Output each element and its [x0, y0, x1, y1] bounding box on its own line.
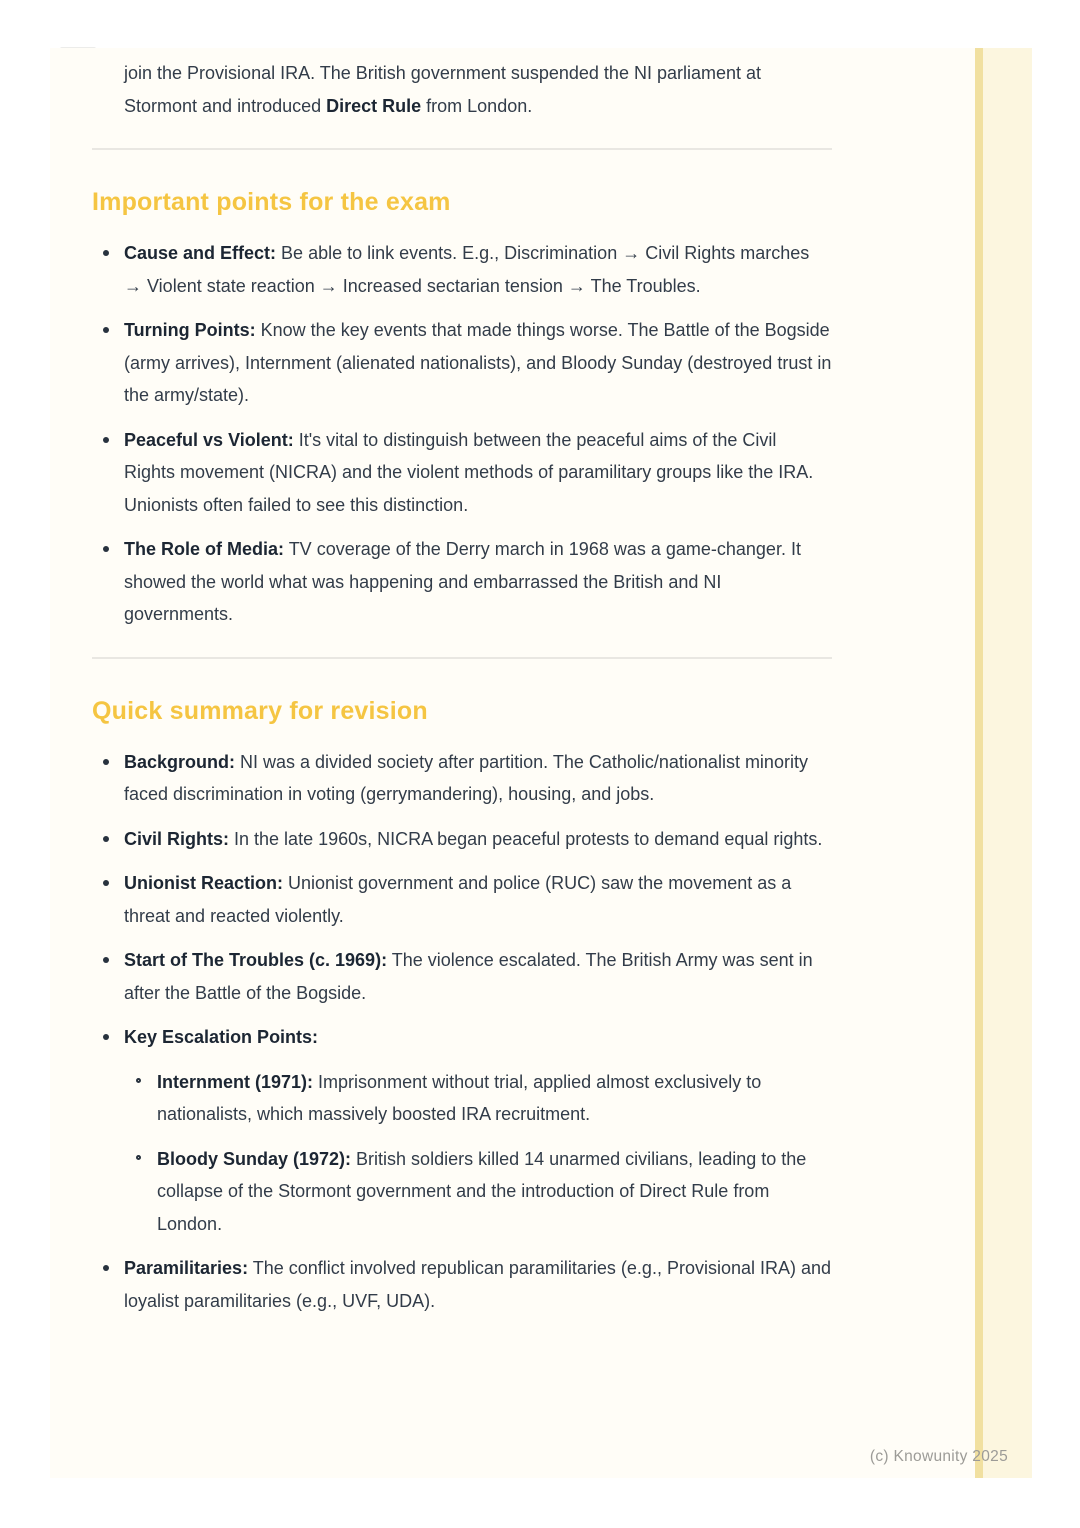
list-item-body: In the late 1960s, NICRA began peaceful protests to demand equal rights.	[229, 828, 823, 849]
watermark-copyright: (c) Knowunity 2025	[869, 1448, 1008, 1465]
sub-list-item	[124, 1066, 832, 1131]
list-item-lead: Turning Points:	[124, 320, 256, 340]
bullet-icon	[103, 327, 109, 333]
list-item-lead: Bloody Sunday (1972):	[157, 1148, 352, 1169]
notes-page	[50, 48, 1032, 1478]
list-item	[92, 944, 832, 1009]
intro-text-bold: Direct Rule	[326, 95, 422, 116]
list-item	[92, 237, 832, 302]
list-item-body: Unionist government and police (RUC) saw the movement as a threat and reacted violently.	[124, 873, 792, 926]
list-item	[92, 1252, 832, 1317]
list-item-body: The violence escalated. The British Army was sent in after the Battle of the Bogside.	[124, 950, 813, 1003]
page-content	[50, 48, 880, 1317]
page-edge-stripe	[975, 48, 983, 1478]
list-item-lead: Background:	[124, 751, 236, 772]
list-item-body: NI was a divided society after partition. The Catholic/nationalist minority faced discrimination in voting (gerrymandering), housing, and jobs.	[124, 751, 808, 804]
list-item	[92, 533, 832, 631]
list-item-lead: Start of The Troubles (c. 1969):	[124, 950, 388, 970]
bullet-icon	[103, 957, 109, 963]
escalation-sublist	[124, 1066, 832, 1241]
bullet-icon	[103, 880, 109, 886]
exam-points-list	[92, 237, 832, 631]
list-item-lead: Cause and Effect:	[124, 243, 277, 263]
list-item	[92, 746, 832, 811]
sub-list-item	[124, 1143, 832, 1241]
intro-paragraph	[124, 57, 832, 122]
section-heading-exam-points: Important points for the exam	[92, 188, 451, 216]
list-item	[92, 314, 832, 412]
list-item	[92, 424, 832, 522]
list-item	[92, 823, 832, 856]
list-item-lead: Key Escalation Points:	[124, 1027, 319, 1047]
bullet-icon	[103, 759, 109, 765]
quick-summary-list	[92, 746, 832, 1318]
section-heading-quick-summary: Quick summary for revision	[92, 696, 428, 725]
section-divider	[92, 148, 832, 150]
list-item-lead: Peaceful vs Violent:	[124, 429, 294, 450]
list-item	[92, 867, 832, 932]
list-item-body: The conflict involved republican paramilitaries (e.g., Provisional IRA) and loyalist paramilitaries (e.g., UVF, UDA).	[124, 1258, 832, 1311]
list-item	[92, 1021, 832, 1240]
page-edge-band	[983, 48, 1032, 1478]
list-item-body: It's vital to distinguish between the peaceful aims of the Civil Rights movement (NICRA) and the violent methods of paramilitary groups like the IRA. Unionists often failed to see this distinction.	[124, 429, 814, 515]
list-item-lead: Internment (1971):	[157, 1071, 314, 1092]
section-divider	[92, 657, 832, 659]
list-item-body: TV coverage of the Derry march in 1968 was a game-changer. It showed the world what was happening and embarrassed the British and NI governments.	[124, 539, 801, 624]
list-item-body: Imprisonment without trial, applied almost exclusively to nationalists, which massively boosted IRA recruitment.	[157, 1071, 762, 1124]
sub-bullet-icon	[136, 1155, 141, 1160]
list-item-body: Know the key events that made things worse. The Battle of the Bogside (army arrives), Internment (alienated nationalists), and Bloody Sunday (destroyed trust in the army/state).	[124, 320, 832, 405]
intro-text-pre: join the Provisional IRA. The British government suspended the NI parliament at Stormont and introduced	[124, 63, 762, 116]
bullet-icon	[103, 546, 109, 552]
bullet-icon	[103, 836, 109, 842]
intro-text-post: from London.	[421, 95, 533, 116]
bullet-icon	[103, 1034, 109, 1040]
bullet-icon	[103, 250, 109, 256]
list-item-body: Be able to link events. E.g., Discrimination → Civil Rights marches → Violent state reaction → Increased sectarian tension → The Troubles.	[124, 243, 810, 296]
list-item-lead: Paramilitaries:	[124, 1258, 249, 1278]
sub-bullet-icon	[136, 1078, 141, 1083]
list-item-lead: The Role of Media:	[124, 539, 285, 559]
bullet-icon	[103, 437, 109, 443]
bullet-icon	[103, 1265, 109, 1271]
list-item-lead: Civil Rights:	[124, 828, 230, 849]
list-item-body: British soldiers killed 14 unarmed civilians, leading to the collapse of the Stormont government and the introduction of Direct Rule from London.	[157, 1148, 807, 1234]
list-item-lead: Unionist Reaction:	[124, 873, 284, 893]
